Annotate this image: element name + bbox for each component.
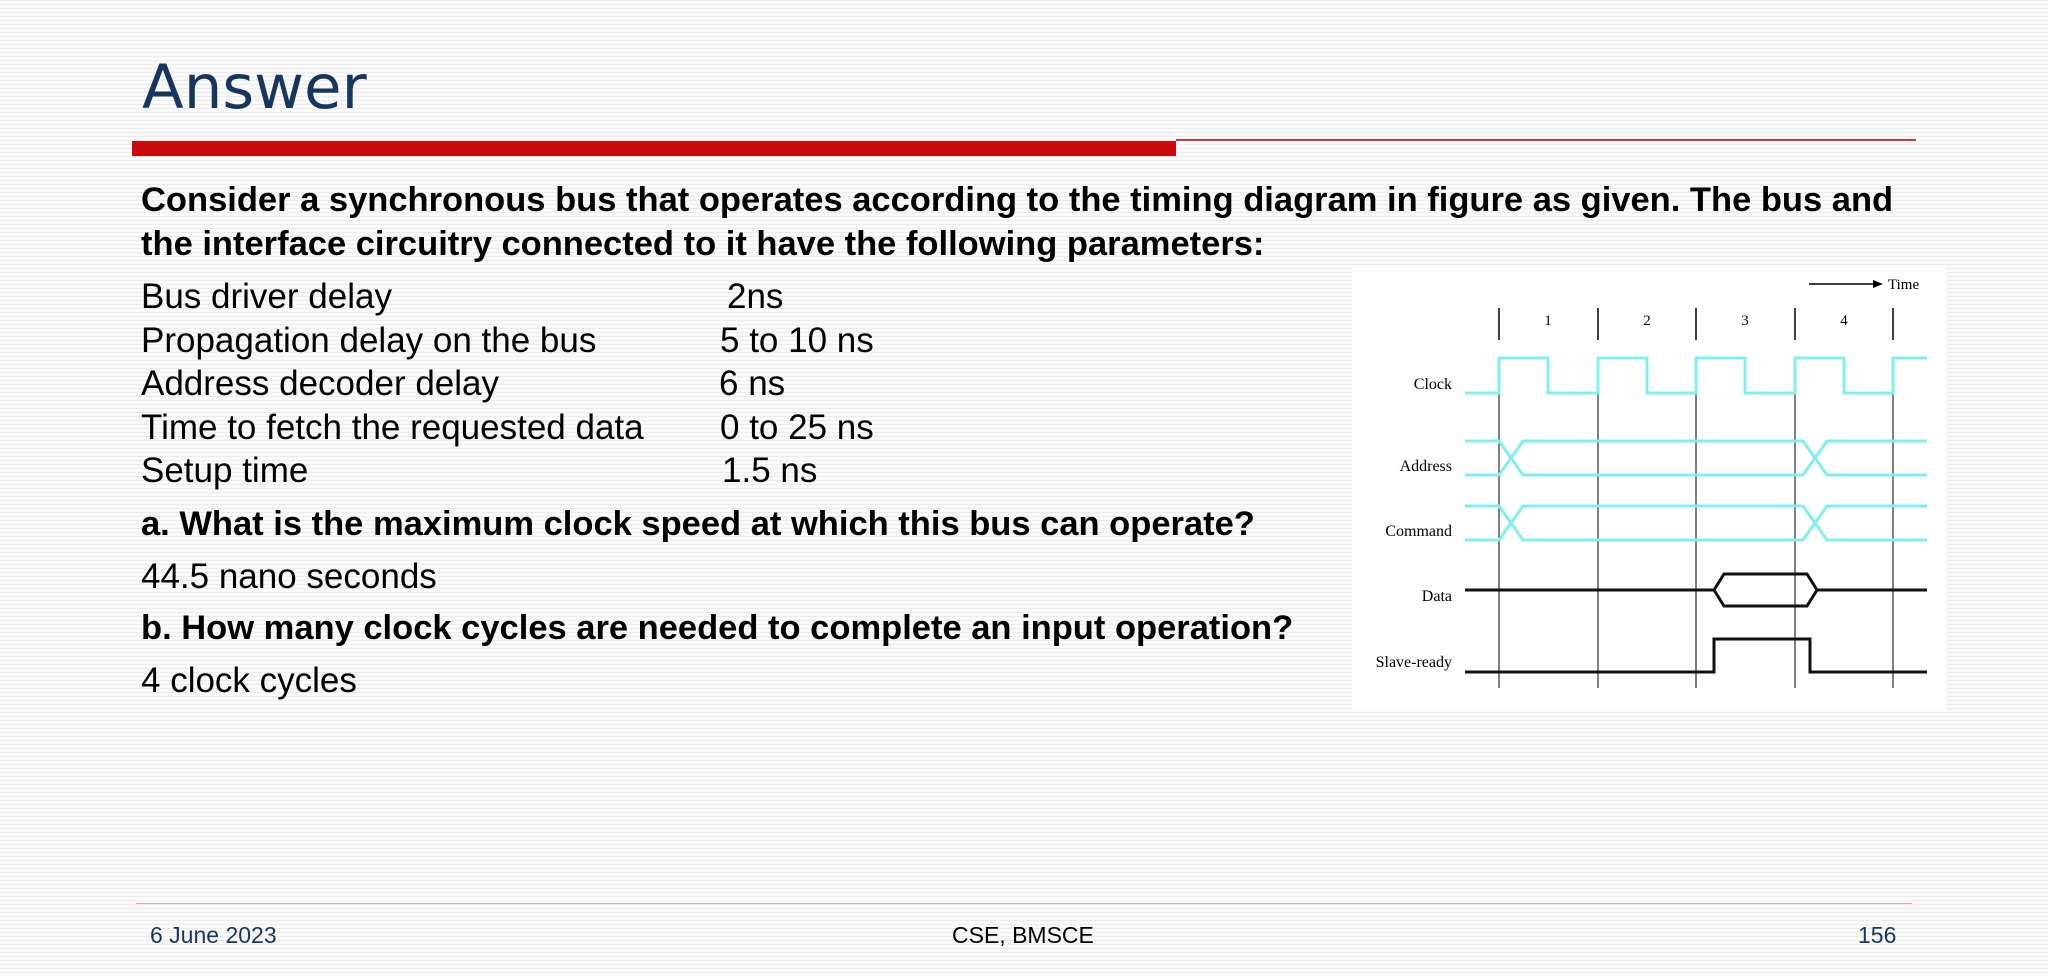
title-divider-line: [1176, 139, 1916, 141]
time-arrow-head: [1873, 280, 1883, 288]
parameter-row: [141, 449, 901, 493]
signal-label-slave-ready: Slave-ready: [1375, 654, 1452, 671]
slide-title: Answer: [142, 52, 367, 123]
parameter-label: Address decoder delay: [141, 364, 499, 403]
parameter-value: 6 ns: [719, 364, 786, 403]
signal-label-data: Data: [1421, 588, 1452, 605]
clock-waveform: [1465, 358, 1927, 393]
cycle-number: 3: [1741, 313, 1749, 329]
title-accent-bar: [132, 141, 1176, 156]
parameter-value: 2ns: [727, 277, 784, 316]
parameter-value: 1.5 ns: [722, 451, 818, 490]
answer-a: 44.5 nano seconds: [141, 557, 437, 596]
parameter-row: [141, 275, 901, 319]
cycle-number: 4: [1840, 313, 1848, 329]
parameter-label: Time to fetch the requested data: [141, 407, 644, 447]
timing-diagram: [1352, 268, 1946, 711]
parameter-row: [141, 319, 901, 363]
question-b: b. How many clock cycles are needed to complete an input operation?: [141, 609, 1294, 647]
signal-label-address: Address: [1399, 458, 1452, 475]
parameter-label: Setup time: [141, 451, 309, 490]
footer-date: 6 June 2023: [150, 922, 277, 948]
slide-number: 156: [1858, 922, 1897, 948]
time-label: Time: [1888, 277, 1920, 293]
cycle-markers: [1499, 308, 1893, 340]
parameter-value: 5 to 10 ns: [720, 320, 874, 360]
answer-b: 4 clock cycles: [141, 661, 357, 700]
signal-label-clock: Clock: [1413, 376, 1452, 393]
cycle-number: 2: [1643, 313, 1651, 329]
footer-divider: [136, 903, 1912, 904]
parameter-label: Propagation delay on the bus: [141, 320, 597, 360]
parameter-label: Bus driver delay: [141, 277, 392, 316]
timing-diagram-svg: [1352, 268, 1946, 711]
data-valid-window: [1714, 574, 1817, 606]
question-a: a. What is the maximum clock speed at which this bus can operate?: [141, 505, 1255, 543]
parameter-row: [141, 362, 901, 406]
signal-label-command: Command: [1385, 523, 1452, 540]
parameter-value: 0 to 25 ns: [720, 407, 874, 447]
parameter-list: [141, 275, 901, 493]
question-text: Consider a synchronous bus that operates according to the timing diagram in figure as given. The bus and the interface circuitry connected to it have the following parameters:: [141, 181, 1894, 263]
cycle-boundaries: [1499, 376, 1893, 688]
parameter-row: [141, 406, 901, 450]
footer-department: CSE, BMSCE: [952, 922, 1094, 948]
cycle-number: 1: [1544, 313, 1552, 329]
